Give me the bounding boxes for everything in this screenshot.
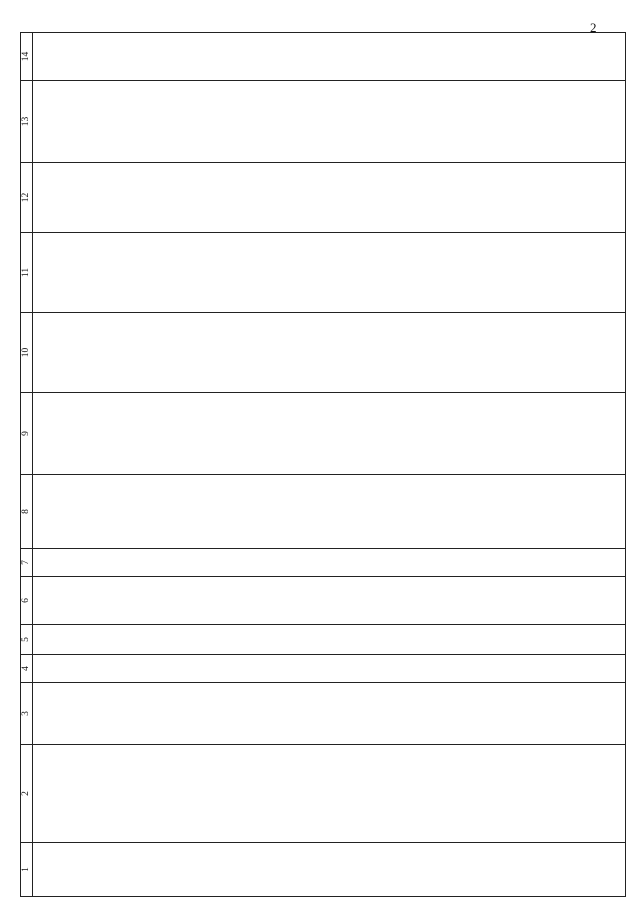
rotated-table-area <box>20 33 626 897</box>
table-cell <box>33 475 626 549</box>
table-body-row <box>33 33 626 897</box>
column-number: 3 <box>21 683 33 745</box>
page-number: 2 <box>590 20 597 35</box>
table-cell <box>33 233 626 313</box>
column-number: 1 <box>21 843 33 897</box>
column-number: 4 <box>21 655 33 683</box>
column-number: 7 <box>21 549 33 577</box>
table-cell <box>33 33 626 81</box>
column-number: 14 <box>21 33 33 81</box>
table-cell <box>33 843 626 897</box>
table-cell <box>33 393 626 475</box>
column-number: 13 <box>21 81 33 163</box>
column-number-row <box>21 33 33 897</box>
column-number: 5 <box>21 625 33 655</box>
table-cell <box>33 625 626 655</box>
column-number: 6 <box>21 577 33 625</box>
column-number: 11 <box>21 233 33 313</box>
table-cell <box>33 163 626 233</box>
column-number: 10 <box>21 313 33 393</box>
table-cell <box>33 549 626 577</box>
table-cell <box>33 577 626 625</box>
program-table <box>20 32 626 897</box>
column-number: 8 <box>21 475 33 549</box>
column-number: 12 <box>21 163 33 233</box>
table-cell <box>33 81 626 163</box>
column-number: 9 <box>21 393 33 475</box>
table-cell <box>33 745 626 843</box>
table-cell <box>33 683 626 745</box>
table-cell <box>33 655 626 683</box>
column-number: 2 <box>21 745 33 843</box>
table-cell <box>33 313 626 393</box>
document-scan <box>20 33 626 897</box>
